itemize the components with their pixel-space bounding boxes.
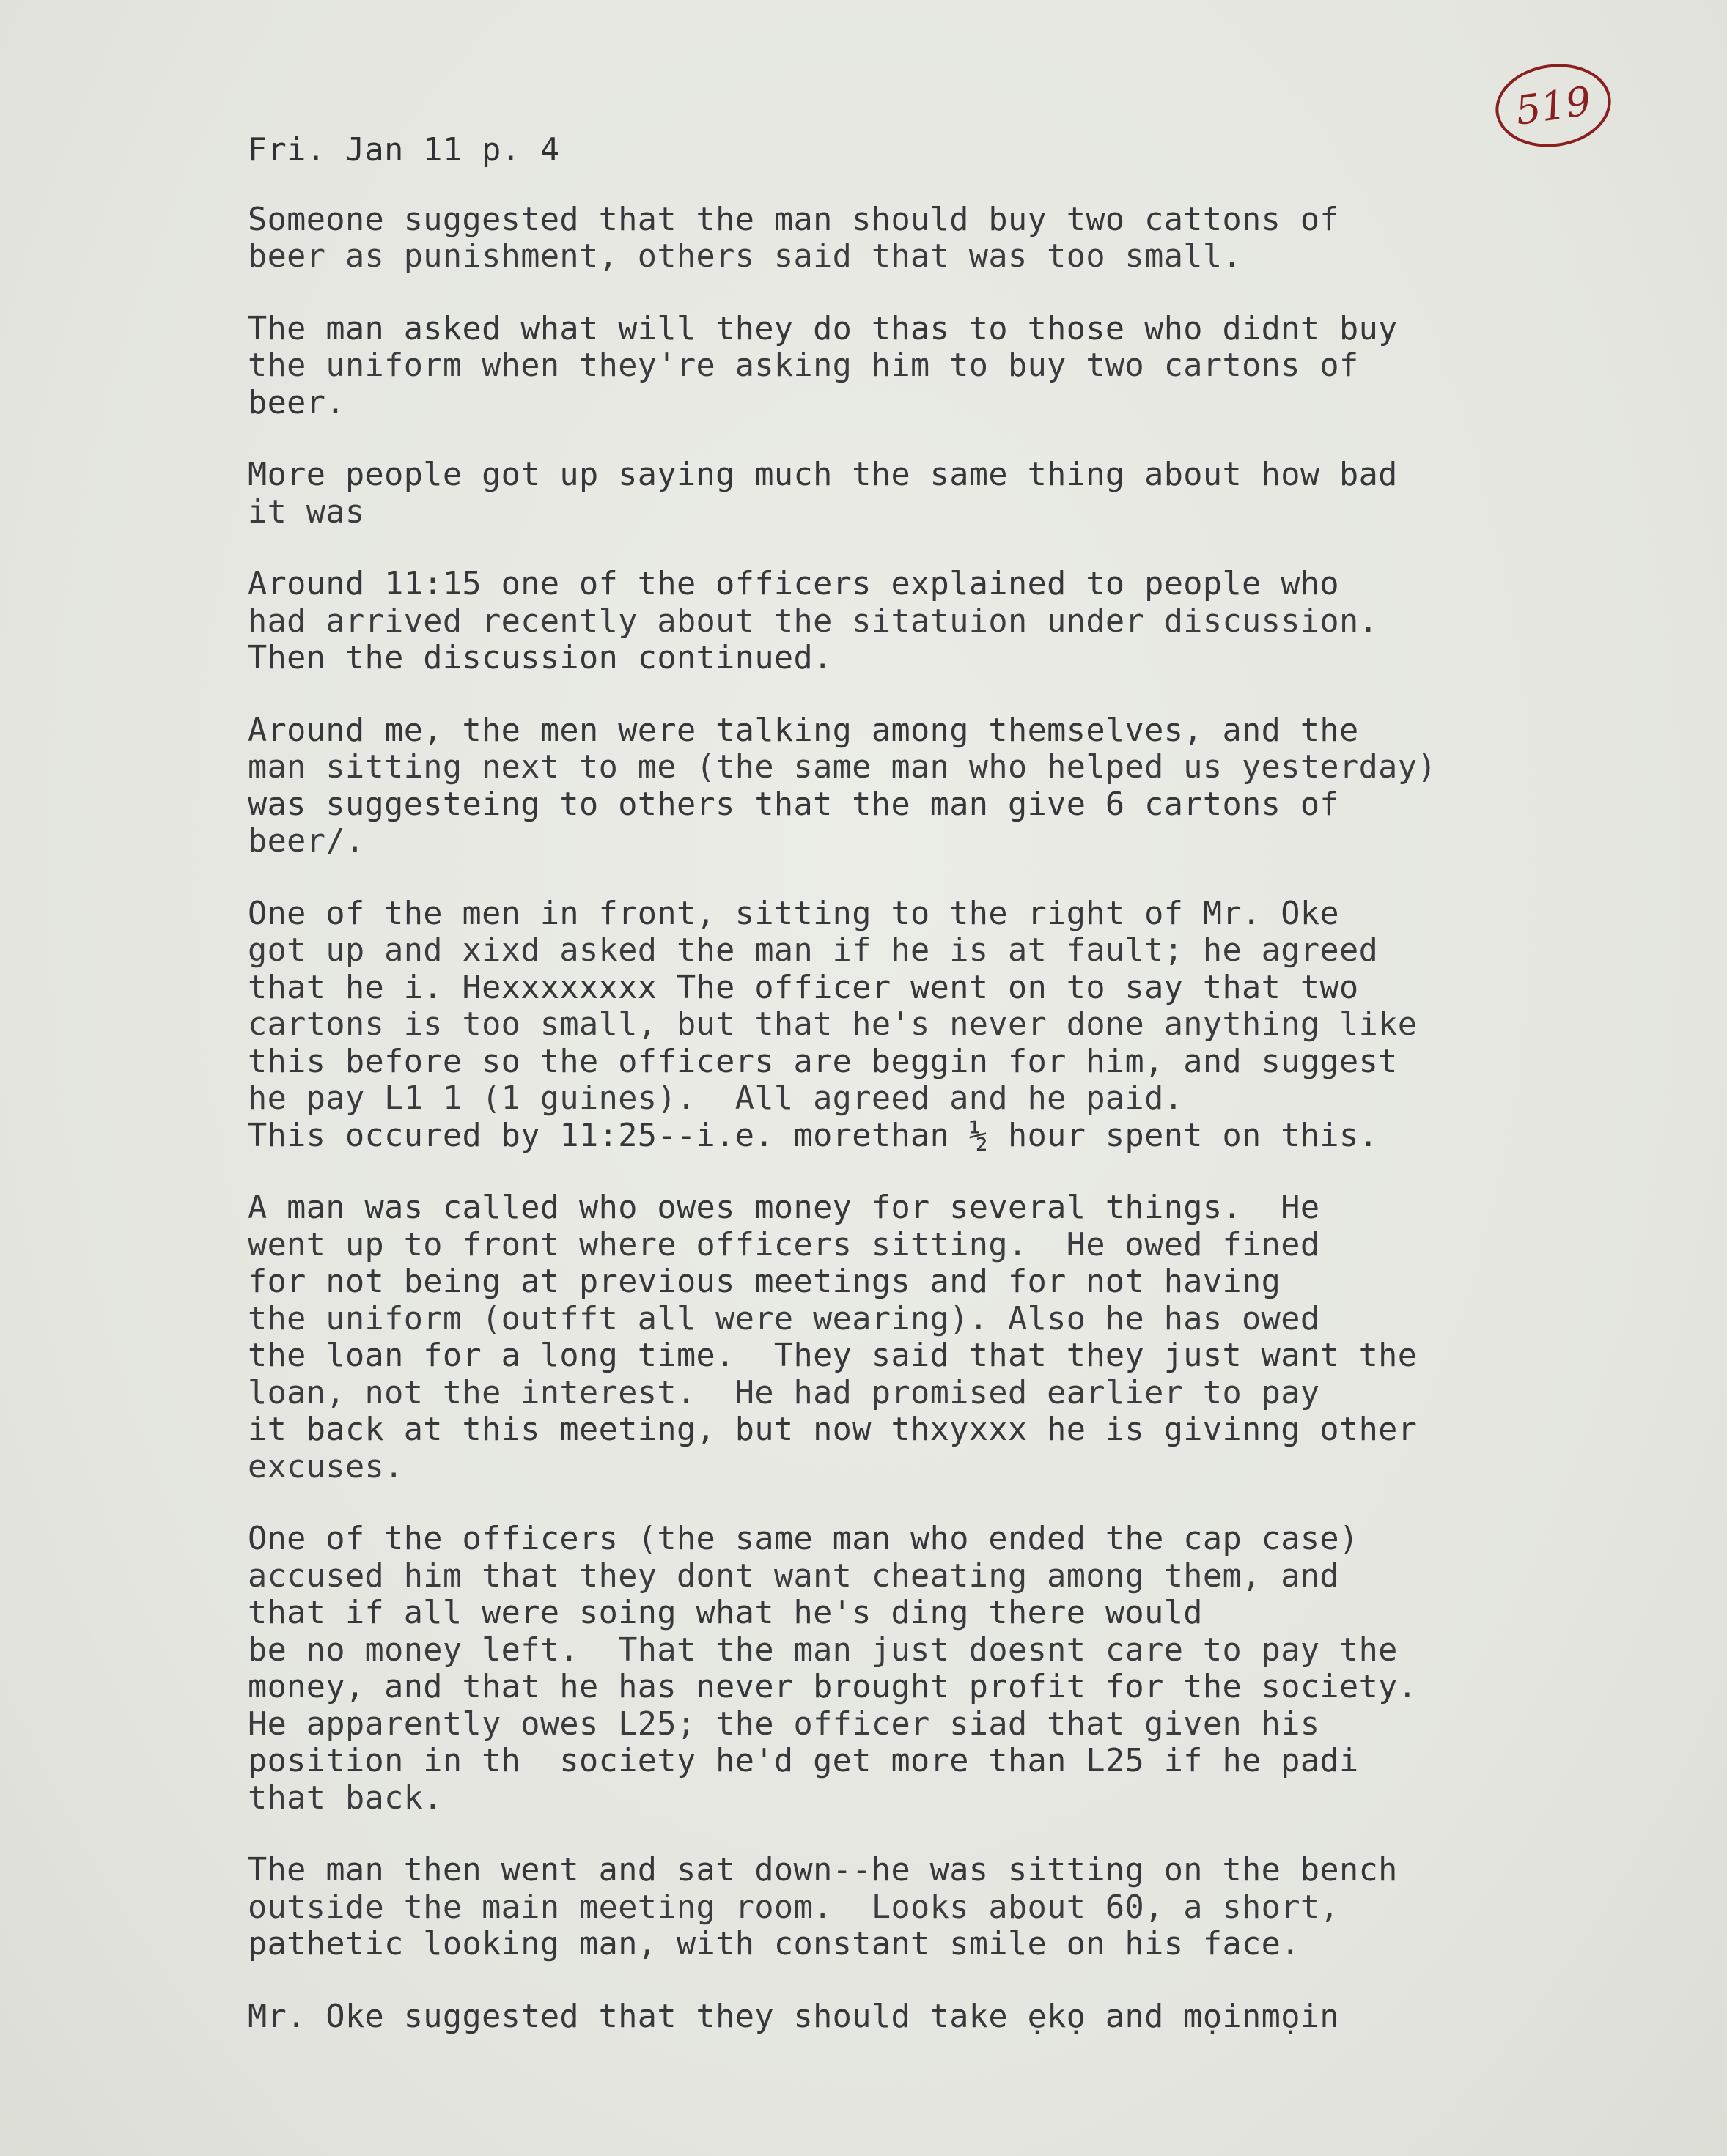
text-line: that back. bbox=[248, 1779, 443, 1817]
text-line: Around 11:15 one of the officers explained to people who bbox=[248, 566, 1339, 602]
text-line: One of the officers (the same man who ended the cap case) bbox=[248, 1521, 1359, 1557]
text-line: Then the discussion continued. bbox=[248, 640, 833, 676]
text-line: The man asked what will they do thas to those who didnt buy bbox=[248, 310, 1398, 347]
text-line: that if all were soing what he's ding there would bbox=[248, 1595, 1203, 1631]
text-line: be no money left. That the man just doesnt care to pay the bbox=[248, 1631, 1398, 1669]
text-line: A man was called who owes money for several things. He bbox=[248, 1189, 1320, 1226]
text-line: for not being at previous meetings and for not having bbox=[248, 1263, 1281, 1300]
paragraph bbox=[248, 202, 1655, 276]
text-line: beer/. bbox=[248, 823, 365, 860]
text-line: Someone suggested that the man should buy two cattons of bbox=[248, 201, 1339, 238]
page-body bbox=[248, 132, 1655, 2070]
text-line: beer. bbox=[248, 384, 345, 421]
paragraph bbox=[248, 1852, 1655, 1963]
paragraph bbox=[248, 1521, 1655, 1817]
text-line: cartons is too small, but that he's never done anything like bbox=[248, 1006, 1418, 1043]
text-line: that he i. Hexxxxxxxx The officer went on to say that two bbox=[248, 969, 1359, 1006]
text-line: He apparently owes L25; the officer siad that given his bbox=[248, 1705, 1320, 1743]
text-line: Mr. Oke suggested that they should take ẹkọ and mọinmọin bbox=[248, 1998, 1339, 2035]
text-line: One of the men in front, sitting to the right of Mr. Oke bbox=[248, 895, 1339, 932]
text-line: got up and xixd asked the man if he is at fault; he agreed bbox=[248, 932, 1379, 969]
text-line: position in th society he'd get more than L25 if he padi bbox=[248, 1743, 1359, 1779]
text-line: pathetic looking man, with constant smile on his face. bbox=[248, 1926, 1300, 1963]
text-line: this before so the officers are beggin for him, and suggest bbox=[248, 1043, 1398, 1080]
paragraphs bbox=[248, 202, 1655, 2036]
paragraph bbox=[248, 896, 1655, 1155]
text-line: the uniform (outfft all were wearing). Also he has owed bbox=[248, 1300, 1320, 1337]
text-line: money, and that he has never brought profit for the society. bbox=[248, 1669, 1418, 1705]
text-line: The man then went and sat down--he was sitting on the bench bbox=[248, 1852, 1398, 1889]
paragraph bbox=[248, 712, 1655, 860]
text-line: This occured by 11:25--i.e. morethan ½ hour spent on this. bbox=[248, 1117, 1379, 1154]
text-line: it was bbox=[248, 493, 365, 531]
text-line: had arrived recently about the sitatuion under discussion. bbox=[248, 602, 1379, 640]
page-heading: Fri. Jan 11 p. 4 bbox=[248, 132, 560, 169]
text-line: the uniform when they're asking him to buy two cartons of bbox=[248, 347, 1359, 384]
paragraph bbox=[248, 1189, 1655, 1485]
page-number: 519 bbox=[1512, 77, 1594, 134]
text-line: outside the main meeting room. Looks about 60, a short, bbox=[248, 1889, 1339, 1926]
text-line: was suggesteing to others that the man give 6 cartons of bbox=[248, 786, 1339, 823]
text-line: he pay L1 1 (1 guines). All agreed and he paid. bbox=[248, 1080, 1184, 1117]
text-line: loan, not the interest. He had promised earlier to pay bbox=[248, 1374, 1320, 1411]
text-line: excuses. bbox=[248, 1448, 404, 1485]
text-line: beer as punishment, others said that was too small. bbox=[248, 238, 1242, 275]
paragraph bbox=[248, 566, 1655, 677]
text-line: man sitting next to me (the same man who helped us yesterday) bbox=[248, 749, 1437, 786]
text-line: went up to front where officers sitting. He owed fined bbox=[248, 1226, 1320, 1263]
text-line: the loan for a long time. They said that they just want the bbox=[248, 1337, 1418, 1374]
text-line: it back at this meeting, but now thxyxxx he is givinng other bbox=[248, 1411, 1418, 1448]
text-line: accused him that they dont want cheating among them, and bbox=[248, 1557, 1339, 1595]
text-line: More people got up saying much the same thing about how bad bbox=[248, 457, 1398, 493]
paragraph bbox=[248, 1998, 1655, 2036]
text-line: Around me, the men were talking among themselves, and the bbox=[248, 712, 1359, 749]
paragraph bbox=[248, 457, 1655, 531]
paragraph bbox=[248, 311, 1655, 422]
